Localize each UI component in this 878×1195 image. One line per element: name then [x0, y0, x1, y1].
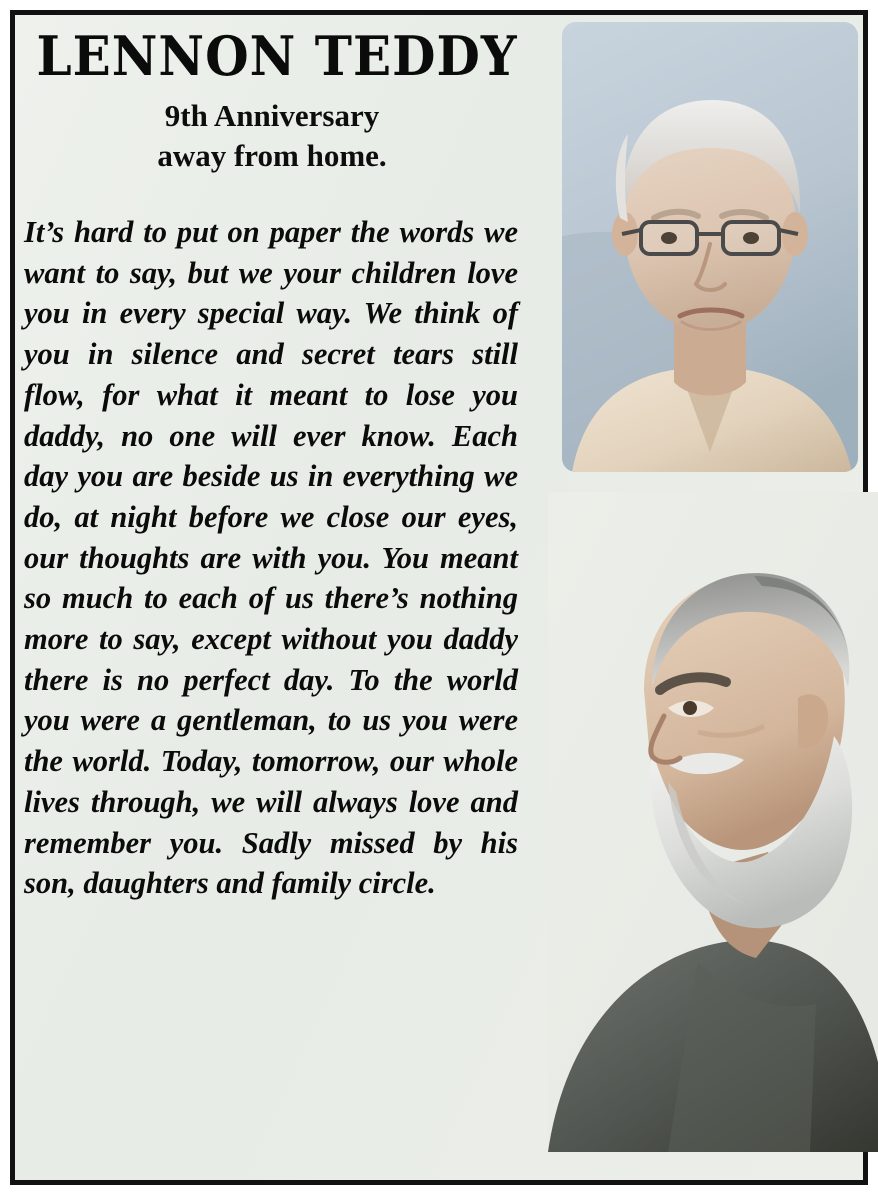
anniversary-line-2: away from home.: [157, 137, 387, 173]
padre-pio-illustration: [548, 492, 878, 1152]
verse-body: It’s hard to put on paper the words we want to say, but we your children love you in every special way. We think of you in silence and secret tears still flow, for what it meant to lose you daddy, no one will ever know. Each day you are beside us in everything we do, at night before we close our eyes, our thoughts are with you. You meant so much to each of us there’s nothing more to say, except without you daddy there is no perfect day. To the world you were a gentleman, to us you were the world. Today, tomorrow, our whole lives through, we will always love and remember you.: [24, 215, 518, 860]
religious-figure-image: [548, 492, 878, 1152]
anniversary-line-1: 9th Anniversary: [164, 98, 380, 133]
anniversary-text: [22, 96, 522, 175]
deceased-portrait-photo: [562, 22, 858, 472]
portrait-illustration: [562, 22, 858, 472]
verse-closing: Sadly missed by his son, daughters and family circle.: [24, 825, 518, 901]
page-title: LENNON TEDDY: [36, 24, 518, 88]
notice-content: [22, 22, 856, 1173]
memorial-verse: [24, 212, 518, 904]
